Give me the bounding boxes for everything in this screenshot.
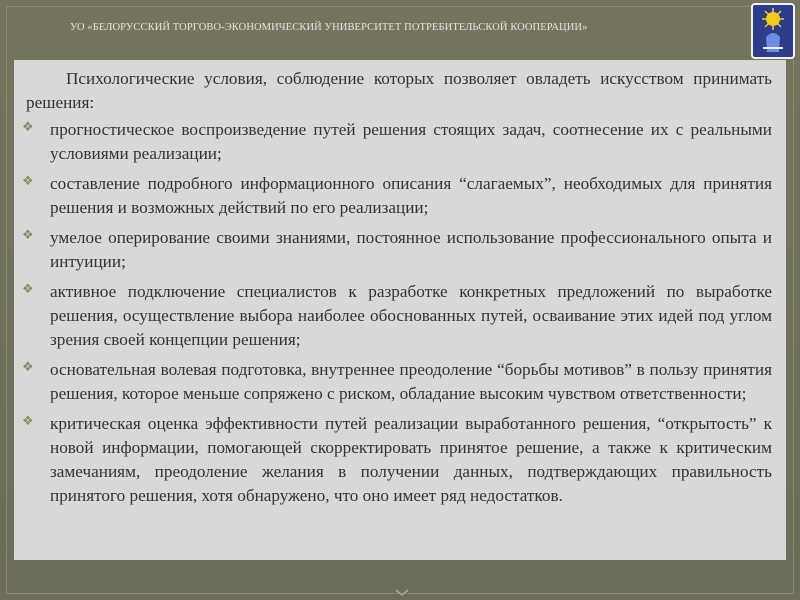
conditions-list [18,118,772,514]
list-item-text: основательная волевая подготовка, внутреннее преодоление “борьбы мотивов” в пользу принятия решения, которое меньше сопряжено с риском, обладание высоким чувством ответственности; [50,360,772,403]
list-item-text: активное подключение специалистов к разработке конкретных предложений по выработке решения, осуществление выбора наиболее обоснованных путей, осваивание этих идей под углом зрения своей концепции решения; [50,282,772,349]
list-item-text: прогностическое воспроизведение путей решения стоящих задач, соотнесение их с реальными условиями реализации; [50,120,772,163]
diamond-bullet-icon: ❖ [22,413,34,428]
chevron-down-icon [382,588,422,598]
list-item-text: критическая оценка эффективности путей реализации выработанного решения, “открытость” к новой информации, помогающей скорректировать принятое решение, а также к критическим замечаниям, преодоление желания в получении данных, подтверждающих правильность принятого решения, хотя обнаружено, что оно имеет ряд недостатков. [50,414,772,505]
list-item-text: умелое оперирование своими знаниями, постоянное использование профессионального опыта и интуиции; [50,228,772,271]
list-item-text: составление подробного информационного описания “слагаемых”, необходимых для принятия решения и возможных действий по его реализации; [50,174,772,217]
list-item [18,358,772,406]
university-emblem-icon [751,3,795,59]
diamond-bullet-icon: ❖ [22,173,34,188]
diamond-bullet-icon: ❖ [22,227,34,242]
list-item [18,280,772,352]
university-header: УО «БЕЛОРУССКИЙ ТОРГОВО-ЭКОНОМИЧЕСКИЙ УНИВЕРСИТЕТ ПОТРЕБИТЕЛЬСКОЙ КООПЕРАЦИИ» [70,22,588,33]
list-item [18,118,772,166]
intro-text: Психологические условия, соблюдение которых позволяет овладеть искусством принимать решения: [26,69,772,112]
list-item [18,412,772,508]
diamond-bullet-icon: ❖ [22,359,34,374]
list-item [18,226,772,274]
diamond-bullet-icon: ❖ [22,119,34,134]
list-item [18,172,772,220]
diamond-bullet-icon: ❖ [22,281,34,296]
